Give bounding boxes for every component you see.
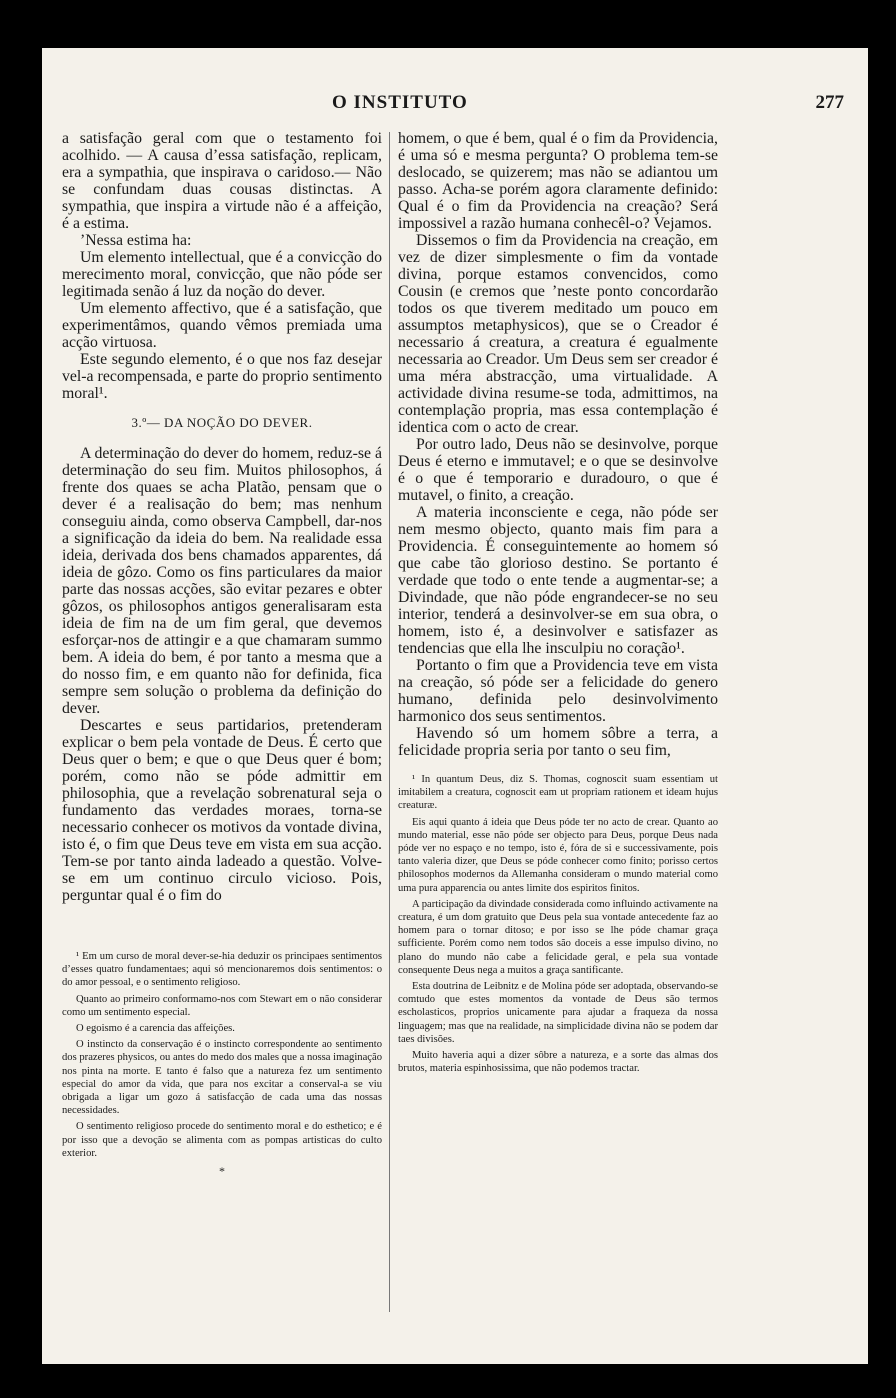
paragraph: homem, o que é bem, qual é o fim da Providencia, é uma só e mesma pergunta? O problema tem-se deslocado, se quizerem; mas não se adiantou um passo. Acha-se porém agora claramente definido: Qual é o fim da Providencia na creação? Será impossivel a razão humana conhecêl-o? Vejamos. bbox=[398, 130, 718, 232]
page-number: 277 bbox=[815, 92, 844, 113]
paragraph: Dissemos o fim da Providencia na creação, em vez de dizer simplesmente o fim da vontade divina, porque estamos convencidos, como Cousin (e cremos que ’neste ponto concordarão todos os que tiverem meditado um pouco em assumptos metaphysicos), que se o Creador é necessario á creatura, a creatura é egualmente necessaria ao Creador. Um Deus sem ser creador é uma méra abstracção, uma virtualidade. A actividade divina resume-se toda, admittimos, na contemplação propria, mas essa contemplação é identica com o acto de crear. bbox=[398, 232, 718, 436]
footnote: Esta doutrina de Leibnitz e de Molina póde ser adoptada, observando-se comtudo que estes momentos da vontade de Deus são termos escholasticos, proprios unicamente para ajudar a fraqueza da nossa linguagem; mas que na realidade, na simplicidade divina não se podem dar taes divisões. bbox=[398, 981, 718, 1045]
footnote: A participação da divindade considerada como influindo activamente na creatura, é um dom gratuito que Deus pela sua vontade antecedente faz ao homem para o tornar ditoso; e por isso se lhe póde chamar graça sufficiente. Porém como nem todos são doceis a esse impulso divino, no plano do mundo não cabe a felicidade geral, e pela sua vontade consequente Deus nega a muitos a graça santificante. bbox=[398, 898, 718, 976]
footnote: O sentimento religioso procede do sentimento moral e do esthetico; e é por isso que a devoção se alimenta com as pompas artisticas do culto exterior. bbox=[62, 1121, 382, 1159]
footnote: ¹ Em um curso de moral dever-se-hia deduzir os principaes sentimentos d’esses quatro fundamentaes; aqui só mencionaremos dois sentimentos: o do amor pessoal, e o sentimento religioso. bbox=[62, 951, 382, 989]
footnote: O egoismo é a carencia das affeições. bbox=[76, 1023, 235, 1035]
paragraph: A materia inconsciente e cega, não póde ser nem mesmo objecto, quanto mais fim para a Providencia. É conseguintemente ao homem só que cabe tão glorioso destino. Se portanto é verdade que todo o ente tende a augmentar-se; a Divindade, que não póde engrandecer-se no seu interior, tenderá a desinvolver-se em sua obra, o homem, isto é, a desinvolver e satisfazer as tendencias que ella lhe insculpiu no coração¹. bbox=[398, 504, 718, 657]
page-header bbox=[42, 92, 868, 122]
signature-mark: * bbox=[219, 1164, 225, 1179]
column-divider bbox=[389, 132, 390, 1312]
paragraph: Descartes e seus partidarios, pretenderam explicar o bem pela vontade de Deus. É certo que Deus quer o bem; e que o que Deus quer é bom; porém, como não se póde admittir em philosophia, que a revelação sobrenatural seja o fundamento das verdades moraes, torna-se necessario conhecer os motivos da vontade divina, isto é, o fim que Deus teve em vista em sua acção. Tem-se por tanto ainda ladeado a questão. Volve-se em um continuo circulo vicioso. Pois, perguntar qual é o fim do bbox=[62, 717, 382, 904]
footnote: Quanto ao primeiro conformamo-nos com Stewart em o não considerar como um sentimento especial. bbox=[62, 993, 382, 1018]
footnote: ¹ In quantum Deus, diz S. Thomas, cognoscit suam essentiam ut imitabilem a creatura, cognoscit eam ut propriam rationem et ideam hujus creaturæ. bbox=[398, 774, 718, 812]
footnotes-left bbox=[62, 950, 382, 1160]
running-title: O INSTITUTO bbox=[332, 92, 468, 113]
paragraph: Este segundo elemento, é o que nos faz desejar vel-a recompensada, e parte do proprio sentimento moral¹. bbox=[62, 351, 382, 402]
footnote: Eis aqui quanto á ideia que Deus póde ter no acto de crear. Quanto ao mundo material, esse não póde ser objecto para Deus, porque Deus nada póde ver no espaço e no tempo, isto é, fóra de si e successivamente, pois tanto valeria dizer, que Deus se póde conhecer como finito; porisso certos philosophos modernos da Allemanha consideram o mundo material como uma pura apparencia ou antes limite dos espiritos finitos. bbox=[398, 816, 718, 894]
left-column bbox=[62, 130, 382, 1180]
paragraph: a satisfação geral com que o testamento foi acolhido. — A causa d’essa satisfação, replicam, era a sympathia, que inspirava o caridoso.— Não se confundam duas cousas distinctas. A sympathia, que inspira a virtude não é a affeição, é a estima. bbox=[62, 130, 382, 232]
footnotes-right bbox=[398, 773, 718, 1075]
paragraph: Um elemento affectivo, que é a satisfação, que experimentâmos, quando vêmos premiada uma acção virtuosa. bbox=[62, 300, 382, 351]
section-heading: 3.º— DA NOÇÃO DO DEVER. bbox=[131, 415, 313, 430]
paragraph: Um elemento intellectual, que é a convicção do merecimento moral, convicção, que não póde ser legitimada senão á luz da noção do dever. bbox=[62, 249, 382, 300]
page bbox=[42, 48, 868, 1364]
paragraph: A determinação do dever do homem, reduz-se á determinação do seu fim. Muitos philosophos, á frente dos quaes se acha Platão, pensam que o dever é a realisação do bem; mas nenhum conseguiu ainda, como observa Campbell, dar-nos a significação da ideia do bem. Na realidade essa ideia, derivada dos bens chamados apparentes, dá ideia de gôzo. Como os fins particulares da maior parte das nossas acções, são evitar pezares e obter gôzos, os philosophos antigos generalisaram esta ideia de fim na de um fim geral, que devemos esforçar-nos de attingir e a que chamaram summo bem. A ideia do bem, é por tanto a mesma que a do nosso fim, e em quanto não for definida, fica sempre sem solução o problema da definição do dever. bbox=[62, 445, 382, 717]
paragraph: ’Nessa estima ha: bbox=[80, 232, 192, 249]
paragraph: Portanto o fim que a Providencia teve em vista na creação, só póde ser a felicidade do genero humano, definida pelo desinvolvimento harmonico dos seus sentimentos. bbox=[398, 657, 718, 725]
paragraph: Por outro lado, Deus não se desinvolve, porque Deus é eterno e immutavel; e o que se desinvolve é o que é temporario e duradouro, o que é mutavel, o finito, a creação. bbox=[398, 436, 718, 504]
footnote: Muito haveria aqui a dizer sôbre a natureza, e a sorte das almas dos brutos, materia espinhosissima, que não podemos tractar. bbox=[398, 1050, 718, 1075]
footnote: O instincto da conservação é o instincto correspondente ao sentimento dos prazeres physicos, ou antes do medo dos males que a nossa imaginação nos pinta na morte. E tanto é falso que a natureza fez um sentimento especial do amor da vida, que para nos excitar a conserval-a se viu obrigada a ligar um gozo á satisfacção de cada uma das nossas necessidades. bbox=[62, 1039, 382, 1117]
paragraph: Havendo só um homem sôbre a terra, a felicidade propria seria por tanto o seu fim, bbox=[398, 725, 718, 759]
right-column bbox=[398, 130, 718, 1078]
